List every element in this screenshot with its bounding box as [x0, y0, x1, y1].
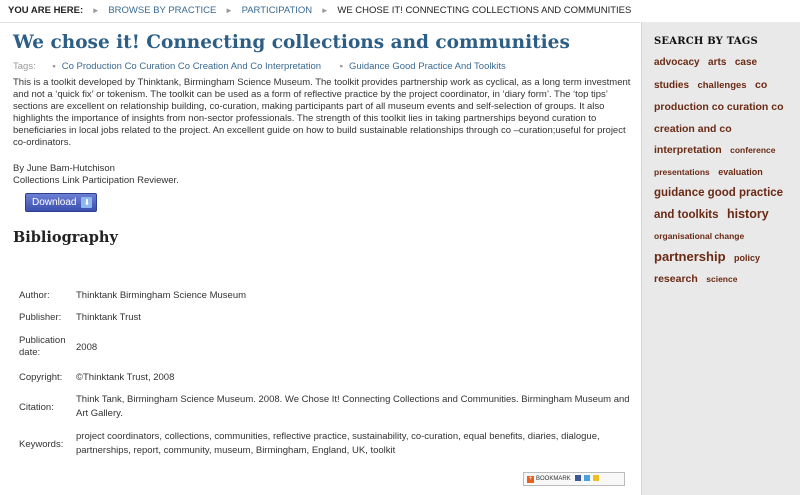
- tags-label: Tags:: [13, 61, 36, 72]
- tag-cloud-link[interactable]: organisational change: [654, 231, 745, 241]
- plus-icon: +: [528, 476, 533, 482]
- tag-cloud-link[interactable]: history: [726, 206, 769, 221]
- breadcrumb-separator-icon: ►: [225, 6, 233, 15]
- bib-key: Copyright:: [19, 371, 63, 383]
- table-row: [13, 425, 633, 463]
- bib-key: Author:: [19, 290, 50, 301]
- tag-cloud: [654, 51, 793, 290]
- breadcrumb-separator-icon: ►: [320, 6, 329, 15]
- bib-key: Citation:: [19, 401, 54, 413]
- favorites-icon: [593, 475, 599, 481]
- twitter-icon: [584, 475, 590, 481]
- bookmark-button[interactable]: [523, 472, 625, 486]
- tag-link[interactable]: Guidance Good Practice And Toolkits: [349, 61, 506, 72]
- tag-cloud-link[interactable]: science: [706, 274, 738, 284]
- breadcrumb-link-browse[interactable]: BROWSE BY PRACTICE: [108, 5, 217, 16]
- byline-role: Collections Link Participation Reviewer.: [13, 174, 179, 186]
- bib-key: Keywords:: [19, 438, 64, 450]
- article-tags: [13, 61, 633, 75]
- tag-cloud-link[interactable]: advocacy: [654, 57, 700, 68]
- breadcrumb-label: YOU ARE HERE:: [8, 5, 84, 16]
- tag-cloud-link[interactable]: co production co curation co creation and co interpretation: [654, 78, 784, 156]
- tag-cloud-link[interactable]: partnership: [654, 248, 726, 264]
- bib-value: Thinktank Trust: [76, 311, 141, 323]
- breadcrumb-link-participation[interactable]: PARTICIPATION: [241, 5, 313, 16]
- byline: [13, 163, 633, 188]
- tag-cloud-link[interactable]: conference presentations: [654, 145, 776, 177]
- sidebar-heading: SEARCH BY TAGS: [654, 36, 758, 47]
- breadcrumb-separator-icon: ►: [91, 6, 100, 15]
- tag-cloud-link[interactable]: case studies: [654, 57, 758, 91]
- page-title: We chose it! Connecting collections and communities: [13, 32, 570, 53]
- bib-value: 2008: [76, 341, 98, 353]
- bib-value: ©Thinktank Trust, 2008: [76, 371, 175, 383]
- tag-cloud-link[interactable]: evaluation: [718, 166, 763, 177]
- tag-link[interactable]: Co Production Co Curation Co Creation And Co Interpretation: [61, 61, 322, 72]
- bib-key: Publication date:: [19, 335, 66, 358]
- article-body: This is a toolkit developed by Thinktank, Birmingham Science Museum. The toolkit provides partnership work as cyclical, as a long term investment and not a ‘quick fix’ or tokenism. The toolkit can be used as a form of reflective practice by the project coordinator, in ‘diary form’. The ‘top tips’ sections are excellent on relationship building, co-curation, making participants part of all museum events and self-selection of groups. It also highlights the importance of insights from non-sector professionals. The strength of this toolkit lies in taking partnerships beyond curation to beneficiaries in local jobs related to the project. An excellent guide on how to build sustainable relationships through co –curation;useful for project co-ordinators.: [13, 77, 631, 149]
- bib-value: Think Tank, Birmingham Science Museum. 2008. We Chose It! Connecting Collections and Communities. Birmingham Museum and Art Gallery.: [76, 394, 630, 419]
- table-row: [13, 286, 633, 305]
- download-label: Download: [32, 197, 77, 209]
- bib-key: Publisher:: [19, 311, 62, 323]
- bib-value: project coordinators, collections, communities, reflective practice, sustainability, co-curation, equal benefits, diaries, dialogue, partnerships, report, community, museum, Birmingham, England, UK, toolkit: [76, 431, 600, 456]
- breadcrumb-current: WE CHOSE IT! CONNECTING COLLECTIONS AND COMMUNITIES: [337, 5, 632, 16]
- bib-value: Thinktank Birmingham Science Museum: [76, 290, 247, 301]
- bibliography-heading: Bibliography: [13, 229, 118, 247]
- bibliography-table: [13, 286, 633, 463]
- table-row: [13, 305, 633, 329]
- tag-cloud-link[interactable]: policy: [733, 252, 760, 263]
- download-button[interactable]: [25, 193, 97, 212]
- sidebar: [641, 22, 800, 495]
- table-row: [13, 389, 633, 425]
- main-content: [13, 30, 633, 247]
- facebook-icon: [575, 475, 581, 481]
- bullet-icon: ▪: [52, 61, 56, 72]
- tag-cloud-link[interactable]: challenges: [697, 79, 747, 91]
- tag-cloud-link[interactable]: guidance good practice and toolkits: [654, 187, 784, 221]
- breadcrumb: [0, 0, 640, 23]
- bookmark-label: BOOKMARK: [536, 476, 571, 482]
- table-row: [13, 329, 633, 365]
- tag-cloud-link[interactable]: arts: [708, 57, 727, 68]
- down-arrow-icon: ⬇: [81, 197, 92, 208]
- tag-cloud-link[interactable]: research: [654, 273, 698, 285]
- byline-author: By June Bam-Hutchison: [13, 162, 115, 174]
- bullet-icon: ▪: [339, 61, 344, 72]
- table-row: [13, 365, 633, 389]
